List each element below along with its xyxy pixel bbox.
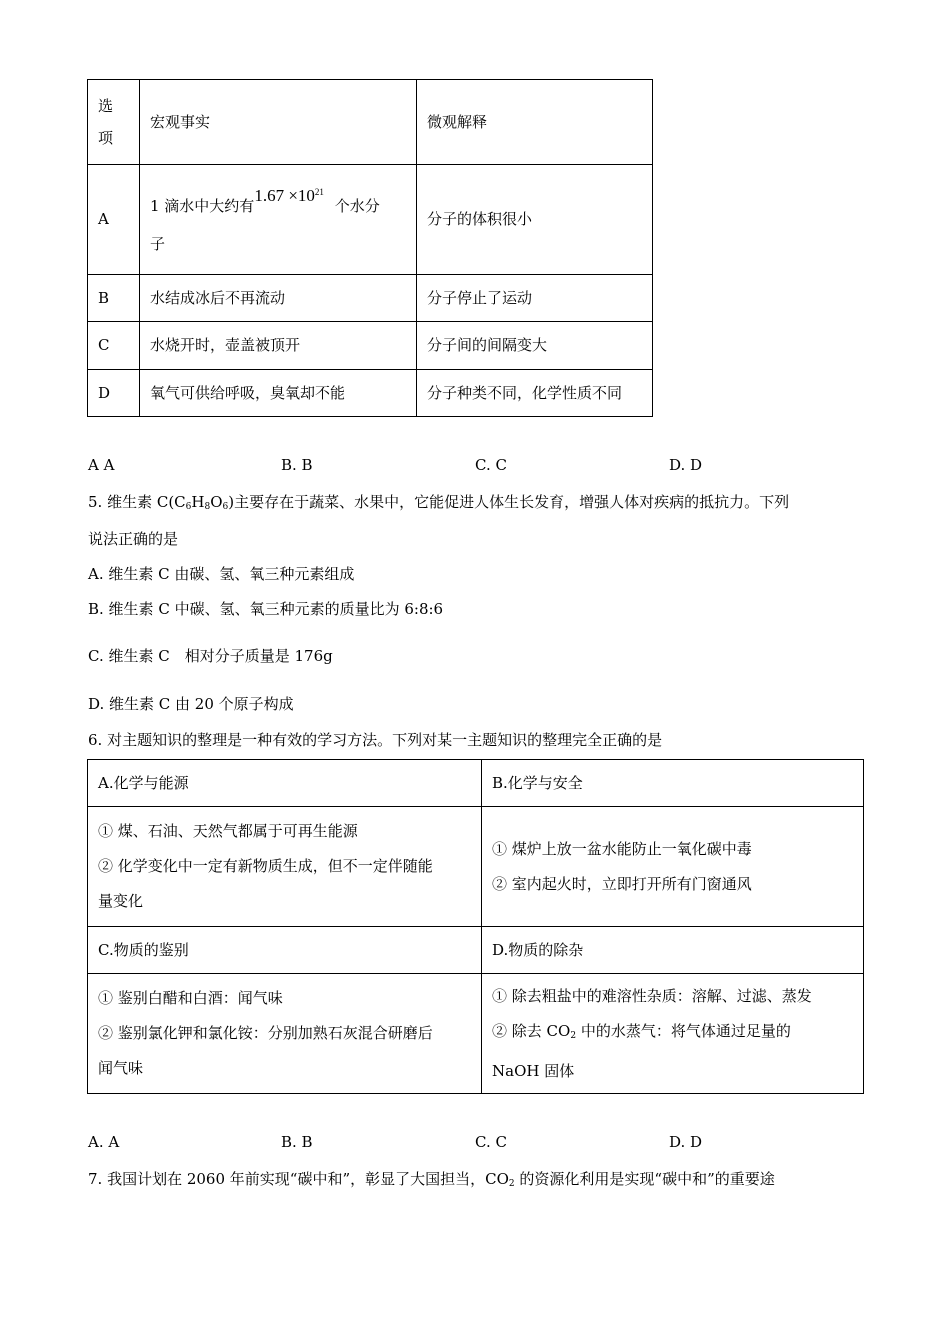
table-row bbox=[88, 927, 864, 974]
q4-option-a[interactable]: A A bbox=[88, 456, 115, 474]
q5-option-c[interactable]: C. 维生素 C 相对分子质量是 176g bbox=[88, 647, 333, 665]
row-explain: 分子的体积很小 bbox=[417, 165, 653, 275]
q7-stem: 7. 我国计划在 2060 年前实现“碳中和”，彰显了大国担当，$CO_2$ 的资源化利用是实现“碳中和”的重要途 bbox=[88, 1170, 775, 1189]
header-option-char-2: 项 bbox=[98, 129, 114, 147]
q5-option-b[interactable]: B. 维生素 C 中碳、氢、氧三种元素的质量比为 6:8:6 bbox=[88, 600, 444, 618]
cell-d-title: D.物质的除杂 bbox=[482, 927, 864, 974]
cell-b-content: ① 煤炉上放一盆水能防止一氧化碳中毒 ② 室内起火时，立即打开所有门窗通风 bbox=[482, 807, 864, 927]
header-explain: 微观解释 bbox=[417, 80, 653, 165]
cell-c-content: ① 鉴别白醋和白酒：闻气味 ② 鉴别氯化钾和氯化铵：分别加熟石灰混合研磨后 闻气味 bbox=[88, 974, 482, 1094]
q6-option-d[interactable]: D. D bbox=[669, 1133, 703, 1151]
table-row bbox=[88, 275, 653, 322]
fact-text-pre: 1 滴水中大约有 bbox=[150, 196, 255, 215]
q5-option-a[interactable]: A. 维生素 C 由碳、氢、氧三种元素组成 bbox=[88, 565, 355, 583]
table-row bbox=[88, 165, 653, 275]
row-fact: 水结成冰后不再流动 bbox=[140, 275, 417, 322]
row-explain: 分子停止了运动 bbox=[417, 275, 653, 322]
cell-a-content: ① 煤、石油、天然气都属于可再生能源 ② 化学变化中一定有新物质生成，但不一定伴随能 量变化 bbox=[88, 807, 482, 927]
table-row bbox=[88, 807, 864, 927]
table-row bbox=[88, 974, 864, 1094]
fact-text-post: 个水分 bbox=[334, 196, 380, 215]
cell-c-title: C.物质的鉴别 bbox=[88, 927, 482, 974]
row-explain: 分子种类不同，化学性质不同 bbox=[417, 370, 653, 417]
q6-option-b[interactable]: B. B bbox=[281, 1133, 313, 1151]
cell-d-content: ① 除去粗盐中的难溶性杂质：溶解、过滤、蒸发 ② 除去 $CO_2$ 中的水蒸气：将气体通过足量的 NaOH 固体 bbox=[482, 974, 864, 1094]
table-header-row bbox=[88, 80, 653, 165]
row-explain: 分子间的间隔变大 bbox=[417, 322, 653, 370]
q4-option-d[interactable]: D. D bbox=[669, 456, 703, 474]
header-fact: 宏观事实 bbox=[140, 80, 417, 165]
table-row bbox=[88, 370, 653, 417]
row-option: A bbox=[88, 165, 140, 275]
cell-b-title: B.化学与安全 bbox=[482, 760, 864, 807]
q6-option-c[interactable]: C. C bbox=[475, 1133, 507, 1151]
header-option-char-1: 选 bbox=[98, 97, 114, 115]
explanation-table bbox=[87, 79, 653, 417]
sci-number: $1.67 \times 10^{21}$ bbox=[254, 185, 324, 205]
q5-stem: 5. 维生素 $C(C_6H_8O_6)$主要存在于蔬菜、水果中，它能促进人体生长发育，增强人体对疾病的抵抗力。下列 bbox=[88, 493, 790, 512]
topic-knowledge-table bbox=[87, 759, 864, 1094]
header-option bbox=[88, 80, 140, 165]
q5-option-d[interactable]: D. 维生素 C 由 20 个原子构成 bbox=[88, 695, 294, 713]
q4-option-b[interactable]: B. B bbox=[281, 456, 313, 474]
row-fact: 水烧开时，壶盖被顶开 bbox=[140, 322, 417, 370]
row-fact: 氧气可供给呼吸，臭氧却不能 bbox=[140, 370, 417, 417]
row-option: B bbox=[88, 275, 140, 322]
q4-option-c[interactable]: C. C bbox=[475, 456, 507, 474]
row-fact bbox=[140, 165, 417, 275]
fact-text-tail: 子 bbox=[150, 234, 166, 253]
table-row bbox=[88, 322, 653, 370]
cell-a-title: A.化学与能源 bbox=[88, 760, 482, 807]
row-option: D bbox=[88, 370, 140, 417]
row-option: C bbox=[88, 322, 140, 370]
q6-stem: 6. 对主题知识的整理是一种有效的学习方法。下列对某一主题知识的整理完全正确的是 bbox=[88, 731, 663, 749]
q6-option-a[interactable]: A. A bbox=[88, 1133, 120, 1151]
table-row bbox=[88, 760, 864, 807]
q5-stem-line2: 说法正确的是 bbox=[88, 530, 179, 548]
